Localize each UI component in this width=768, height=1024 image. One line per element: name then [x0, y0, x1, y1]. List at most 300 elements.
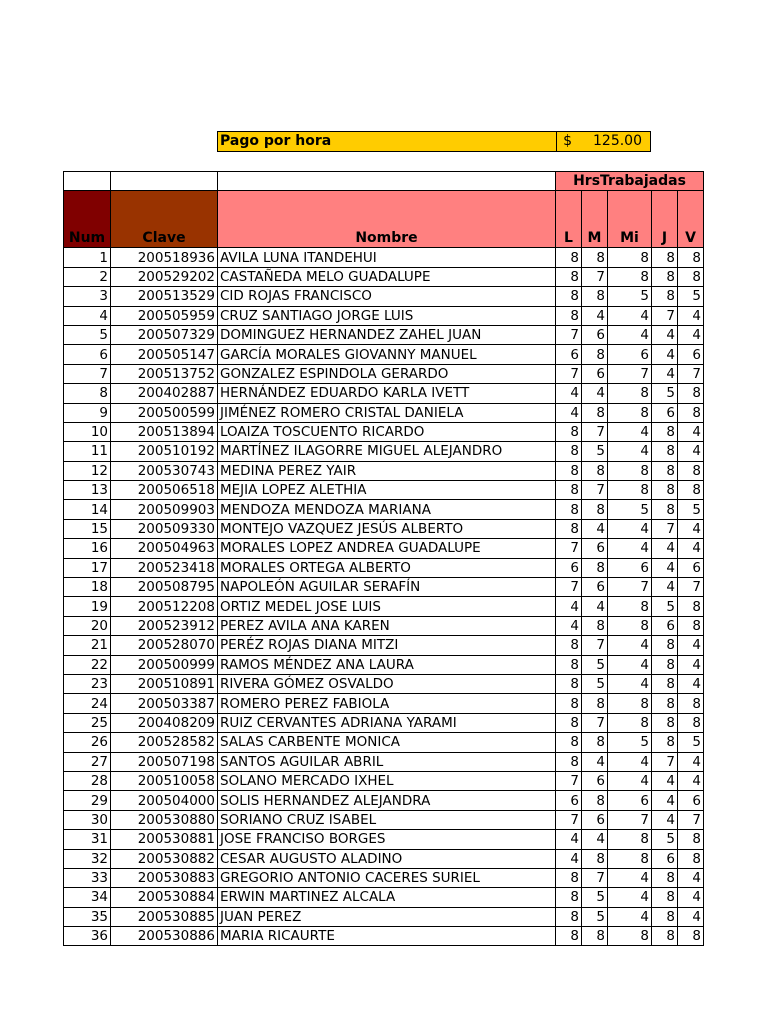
num-cell[interactable]: 36 — [64, 927, 111, 946]
hours-cell[interactable]: 8 — [652, 927, 678, 946]
nombre-cell[interactable]: GREGORIO ANTONIO CACERES SURIEL — [218, 868, 556, 887]
hours-cell[interactable]: 4 — [678, 752, 704, 771]
day-column-header-mi[interactable]: Mi — [608, 191, 652, 248]
nombre-cell[interactable]: RAMOS MÉNDEZ ANA LAURA — [218, 655, 556, 674]
hours-cell[interactable]: 8 — [582, 849, 608, 868]
hours-cell[interactable]: 4 — [652, 345, 678, 364]
nombre-cell[interactable]: HERNÁNDEZ EDUARDO KARLA IVETT — [218, 384, 556, 403]
hours-cell[interactable]: 8 — [678, 267, 704, 286]
hours-cell[interactable]: 8 — [652, 248, 678, 267]
hours-cell[interactable]: 4 — [652, 791, 678, 810]
hours-cell[interactable]: 7 — [556, 810, 582, 829]
nombre-cell[interactable]: SOLIS HERNANDEZ ALEJANDRA — [218, 791, 556, 810]
clave-cell[interactable]: 200530880 — [111, 810, 218, 829]
clave-cell[interactable]: 200510192 — [111, 442, 218, 461]
num-cell[interactable]: 14 — [64, 500, 111, 519]
clave-cell[interactable]: 200507329 — [111, 325, 218, 344]
nombre-cell[interactable]: ORTIZ MEDEL JOSE LUIS — [218, 597, 556, 616]
hours-cell[interactable]: 5 — [582, 442, 608, 461]
hours-cell[interactable]: 8 — [556, 636, 582, 655]
clave-cell[interactable]: 200503387 — [111, 694, 218, 713]
clave-cell[interactable]: 200528582 — [111, 733, 218, 752]
hours-cell[interactable]: 8 — [652, 636, 678, 655]
hours-cell[interactable]: 8 — [582, 403, 608, 422]
num-cell[interactable]: 35 — [64, 907, 111, 926]
hours-cell[interactable]: 6 — [582, 578, 608, 597]
nombre-cell[interactable]: GONZALEZ ESPINDOLA GERARDO — [218, 364, 556, 383]
hours-cell[interactable]: 6 — [582, 364, 608, 383]
hours-cell[interactable]: 5 — [582, 907, 608, 926]
hours-cell[interactable]: 8 — [678, 713, 704, 732]
hours-cell[interactable]: 4 — [556, 616, 582, 635]
hours-cell[interactable]: 6 — [678, 345, 704, 364]
hours-cell[interactable]: 8 — [556, 907, 582, 926]
nombre-cell[interactable]: MORALES ORTEGA ALBERTO — [218, 558, 556, 577]
hours-cell[interactable]: 4 — [608, 907, 652, 926]
nombre-cell[interactable]: SOLANO MERCADO IXHEL — [218, 771, 556, 790]
hours-cell[interactable]: 5 — [652, 384, 678, 403]
hours-cell[interactable]: 4 — [608, 888, 652, 907]
day-column-header-m[interactable]: M — [582, 191, 608, 248]
hours-cell[interactable]: 4 — [652, 325, 678, 344]
num-cell[interactable]: 13 — [64, 481, 111, 500]
hours-cell[interactable]: 8 — [678, 384, 704, 403]
hours-cell[interactable]: 8 — [608, 267, 652, 286]
hours-cell[interactable]: 8 — [678, 481, 704, 500]
nombre-cell[interactable]: GARCÍA MORALES GIOVANNY MANUEL — [218, 345, 556, 364]
hours-cell[interactable]: 7 — [582, 422, 608, 441]
nombre-cell[interactable]: RUIZ CERVANTES ADRIANA YARAMI — [218, 713, 556, 732]
num-cell[interactable]: 9 — [64, 403, 111, 422]
hours-cell[interactable]: 8 — [582, 345, 608, 364]
hours-cell[interactable]: 4 — [678, 868, 704, 887]
hours-cell[interactable]: 7 — [556, 539, 582, 558]
pago-por-hora-label[interactable]: Pago por hora — [218, 132, 557, 151]
hours-cell[interactable]: 8 — [556, 694, 582, 713]
hours-cell[interactable]: 8 — [582, 927, 608, 946]
hours-cell[interactable]: 8 — [582, 461, 608, 480]
hours-cell[interactable]: 8 — [678, 597, 704, 616]
clave-cell[interactable]: 200509330 — [111, 519, 218, 538]
hours-cell[interactable]: 4 — [556, 384, 582, 403]
hours-cell[interactable]: 7 — [582, 267, 608, 286]
clave-cell[interactable]: 200523418 — [111, 558, 218, 577]
num-cell[interactable]: 15 — [64, 519, 111, 538]
hours-cell[interactable]: 4 — [678, 325, 704, 344]
hours-cell[interactable]: 4 — [652, 539, 678, 558]
nombre-cell[interactable]: NAPOLEÓN AGUILAR SERAFÍN — [218, 578, 556, 597]
hours-cell[interactable]: 8 — [582, 733, 608, 752]
hours-cell[interactable]: 5 — [582, 655, 608, 674]
hours-cell[interactable]: 4 — [556, 849, 582, 868]
hours-cell[interactable]: 8 — [582, 694, 608, 713]
nombre-cell[interactable]: DOMINGUEZ HERNANDEZ ZAHEL JUAN — [218, 325, 556, 344]
hours-cell[interactable]: 8 — [608, 616, 652, 635]
clave-cell[interactable]: 200530883 — [111, 868, 218, 887]
hours-cell[interactable]: 8 — [556, 461, 582, 480]
hours-cell[interactable]: 6 — [678, 791, 704, 810]
hours-cell[interactable]: 8 — [556, 481, 582, 500]
hours-cell[interactable]: 7 — [556, 578, 582, 597]
clave-cell[interactable]: 200504963 — [111, 539, 218, 558]
num-cell[interactable]: 19 — [64, 597, 111, 616]
hours-cell[interactable]: 4 — [678, 771, 704, 790]
hours-cell[interactable]: 4 — [556, 597, 582, 616]
hours-cell[interactable]: 7 — [556, 771, 582, 790]
hours-cell[interactable]: 8 — [652, 267, 678, 286]
hours-cell[interactable]: 8 — [608, 384, 652, 403]
clave-cell[interactable]: 200513529 — [111, 287, 218, 306]
num-cell[interactable]: 11 — [64, 442, 111, 461]
hours-cell[interactable]: 6 — [608, 791, 652, 810]
hours-cell[interactable]: 4 — [582, 597, 608, 616]
hours-cell[interactable]: 8 — [652, 888, 678, 907]
num-cell[interactable]: 7 — [64, 364, 111, 383]
hours-cell[interactable]: 6 — [652, 403, 678, 422]
hours-cell[interactable]: 4 — [608, 325, 652, 344]
hours-cell[interactable]: 4 — [652, 771, 678, 790]
hours-cell[interactable]: 4 — [678, 674, 704, 693]
hours-cell[interactable]: 8 — [652, 868, 678, 887]
hours-cell[interactable]: 5 — [608, 500, 652, 519]
hours-cell[interactable]: 4 — [608, 674, 652, 693]
pago-por-hora-amount[interactable]: 125.00 — [593, 133, 642, 149]
hours-cell[interactable]: 8 — [582, 287, 608, 306]
num-column-header[interactable]: Num — [64, 191, 111, 248]
hours-cell[interactable]: 7 — [556, 325, 582, 344]
num-cell[interactable]: 12 — [64, 461, 111, 480]
nombre-cell[interactable]: PERÉZ ROJAS DIANA MITZI — [218, 636, 556, 655]
clave-cell[interactable]: 200513752 — [111, 364, 218, 383]
hours-cell[interactable]: 6 — [582, 325, 608, 344]
hours-cell[interactable]: 8 — [582, 616, 608, 635]
hours-cell[interactable]: 7 — [678, 364, 704, 383]
hours-cell[interactable]: 4 — [608, 422, 652, 441]
hours-cell[interactable]: 6 — [652, 616, 678, 635]
num-cell[interactable]: 18 — [64, 578, 111, 597]
hours-cell[interactable]: 8 — [652, 694, 678, 713]
hours-cell[interactable]: 8 — [556, 442, 582, 461]
hours-cell[interactable]: 8 — [556, 267, 582, 286]
hours-cell[interactable]: 4 — [608, 519, 652, 538]
hours-cell[interactable]: 8 — [556, 888, 582, 907]
num-cell[interactable]: 31 — [64, 830, 111, 849]
hours-cell[interactable]: 8 — [652, 422, 678, 441]
num-cell[interactable]: 4 — [64, 306, 111, 325]
hours-cell[interactable]: 8 — [652, 442, 678, 461]
hours-cell[interactable]: 4 — [608, 306, 652, 325]
hours-cell[interactable]: 8 — [652, 287, 678, 306]
day-column-header-v[interactable]: V — [678, 191, 704, 248]
hours-cell[interactable]: 8 — [582, 500, 608, 519]
hours-cell[interactable]: 8 — [582, 791, 608, 810]
hours-cell[interactable]: 8 — [608, 927, 652, 946]
hours-cell[interactable]: 7 — [652, 519, 678, 538]
hours-cell[interactable]: 7 — [652, 752, 678, 771]
hours-cell[interactable]: 5 — [582, 674, 608, 693]
hours-cell[interactable]: 8 — [556, 868, 582, 887]
hours-cell[interactable]: 4 — [678, 519, 704, 538]
clave-cell[interactable]: 200512208 — [111, 597, 218, 616]
nombre-cell[interactable]: AVILA LUNA ITANDEHUI — [218, 248, 556, 267]
num-cell[interactable]: 33 — [64, 868, 111, 887]
hours-cell[interactable]: 8 — [556, 287, 582, 306]
clave-cell[interactable]: 200530884 — [111, 888, 218, 907]
hours-cell[interactable]: 8 — [652, 713, 678, 732]
hours-cell[interactable]: 6 — [582, 771, 608, 790]
hours-cell[interactable]: 4 — [608, 655, 652, 674]
nombre-cell[interactable]: MARIA RICAURTE — [218, 927, 556, 946]
clave-cell[interactable]: 200513894 — [111, 422, 218, 441]
num-cell[interactable]: 21 — [64, 636, 111, 655]
hours-cell[interactable]: 7 — [582, 868, 608, 887]
num-cell[interactable]: 24 — [64, 694, 111, 713]
nombre-cell[interactable]: SANTOS AGUILAR ABRIL — [218, 752, 556, 771]
hours-cell[interactable]: 4 — [608, 868, 652, 887]
clave-cell[interactable]: 200528070 — [111, 636, 218, 655]
nombre-column-header[interactable]: Nombre — [218, 191, 556, 248]
num-cell[interactable]: 3 — [64, 287, 111, 306]
hours-cell[interactable]: 8 — [608, 481, 652, 500]
clave-cell[interactable]: 200530885 — [111, 907, 218, 926]
clave-cell[interactable]: 200508795 — [111, 578, 218, 597]
hours-cell[interactable]: 4 — [582, 830, 608, 849]
hours-cell[interactable]: 8 — [556, 655, 582, 674]
hours-cell[interactable]: 4 — [582, 752, 608, 771]
hours-cell[interactable]: 8 — [556, 422, 582, 441]
hours-cell[interactable]: 8 — [556, 752, 582, 771]
num-cell[interactable]: 6 — [64, 345, 111, 364]
hours-cell[interactable]: 4 — [652, 578, 678, 597]
hours-cell[interactable]: 5 — [678, 500, 704, 519]
clave-cell[interactable]: 200505959 — [111, 306, 218, 325]
hours-cell[interactable]: 7 — [582, 713, 608, 732]
hours-cell[interactable]: 8 — [608, 403, 652, 422]
hours-cell[interactable]: 8 — [652, 674, 678, 693]
hours-cell[interactable]: 8 — [678, 616, 704, 635]
day-column-header-j[interactable]: J — [652, 191, 678, 248]
hours-cell[interactable]: 8 — [556, 248, 582, 267]
hours-cell[interactable]: 8 — [652, 481, 678, 500]
hours-cell[interactable]: 8 — [678, 927, 704, 946]
nombre-cell[interactable]: RIVERA GÓMEZ OSVALDO — [218, 674, 556, 693]
num-cell[interactable]: 20 — [64, 616, 111, 635]
num-cell[interactable]: 5 — [64, 325, 111, 344]
num-cell[interactable]: 32 — [64, 849, 111, 868]
nombre-cell[interactable]: MORALES LOPEZ ANDREA GUADALUPE — [218, 539, 556, 558]
clave-cell[interactable]: 200408209 — [111, 713, 218, 732]
clave-cell[interactable]: 200402887 — [111, 384, 218, 403]
empty-header-cell[interactable] — [64, 172, 111, 191]
nombre-cell[interactable]: MEJIA LOPEZ ALETHIA — [218, 481, 556, 500]
clave-cell[interactable]: 200500599 — [111, 403, 218, 422]
hours-cell[interactable]: 7 — [652, 306, 678, 325]
hours-cell[interactable]: 8 — [608, 694, 652, 713]
hours-cell[interactable]: 4 — [582, 519, 608, 538]
day-column-header-l[interactable]: L — [556, 191, 582, 248]
hours-cell[interactable]: 8 — [556, 306, 582, 325]
hours-cell[interactable]: 8 — [556, 927, 582, 946]
nombre-cell[interactable]: CASTAÑEDA MELO GUADALUPE — [218, 267, 556, 286]
hours-cell[interactable]: 7 — [608, 578, 652, 597]
hours-cell[interactable]: 4 — [652, 810, 678, 829]
hours-cell[interactable]: 4 — [678, 907, 704, 926]
hours-cell[interactable]: 4 — [608, 636, 652, 655]
num-cell[interactable]: 26 — [64, 733, 111, 752]
num-cell[interactable]: 27 — [64, 752, 111, 771]
hours-cell[interactable]: 4 — [652, 558, 678, 577]
num-cell[interactable]: 29 — [64, 791, 111, 810]
hours-cell[interactable]: 8 — [678, 403, 704, 422]
hours-cell[interactable]: 8 — [678, 461, 704, 480]
clave-cell[interactable]: 200509903 — [111, 500, 218, 519]
num-cell[interactable]: 10 — [64, 422, 111, 441]
hours-cell[interactable]: 4 — [608, 539, 652, 558]
hours-cell[interactable]: 4 — [678, 636, 704, 655]
hours-cell[interactable]: 4 — [678, 888, 704, 907]
hours-cell[interactable]: 6 — [582, 539, 608, 558]
hours-cell[interactable]: 8 — [582, 248, 608, 267]
hours-cell[interactable]: 4 — [678, 655, 704, 674]
hours-cell[interactable]: 8 — [556, 713, 582, 732]
hours-cell[interactable]: 6 — [556, 791, 582, 810]
hours-cell[interactable]: 5 — [608, 733, 652, 752]
nombre-cell[interactable]: JOSE FRANCISO BORGES — [218, 830, 556, 849]
hours-cell[interactable]: 7 — [582, 481, 608, 500]
num-cell[interactable]: 34 — [64, 888, 111, 907]
hours-cell[interactable]: 5 — [678, 733, 704, 752]
num-cell[interactable]: 17 — [64, 558, 111, 577]
hours-cell[interactable]: 7 — [678, 810, 704, 829]
hours-cell[interactable]: 8 — [556, 500, 582, 519]
hours-cell[interactable]: 4 — [582, 306, 608, 325]
hours-cell[interactable]: 6 — [556, 558, 582, 577]
hours-cell[interactable]: 8 — [608, 461, 652, 480]
hours-cell[interactable]: 8 — [608, 597, 652, 616]
clave-cell[interactable]: 200510058 — [111, 771, 218, 790]
hours-cell[interactable]: 5 — [678, 287, 704, 306]
hours-cell[interactable]: 8 — [556, 733, 582, 752]
nombre-cell[interactable]: CID ROJAS FRANCISCO — [218, 287, 556, 306]
hours-cell[interactable]: 4 — [678, 306, 704, 325]
num-cell[interactable]: 28 — [64, 771, 111, 790]
clave-cell[interactable]: 200530886 — [111, 927, 218, 946]
nombre-cell[interactable]: PEREZ AVILA ANA KAREN — [218, 616, 556, 635]
hours-cell[interactable]: 4 — [608, 771, 652, 790]
nombre-cell[interactable]: LOAIZA TOSCUENTO RICARDO — [218, 422, 556, 441]
nombre-cell[interactable]: SALAS CARBENTE MONICA — [218, 733, 556, 752]
hours-cell[interactable]: 7 — [678, 578, 704, 597]
hours-cell[interactable]: 8 — [652, 461, 678, 480]
hours-cell[interactable]: 6 — [678, 558, 704, 577]
num-cell[interactable]: 2 — [64, 267, 111, 286]
hours-cell[interactable]: 5 — [608, 287, 652, 306]
hours-cell[interactable]: 6 — [652, 849, 678, 868]
hours-cell[interactable]: 8 — [652, 733, 678, 752]
hours-cell[interactable]: 8 — [608, 849, 652, 868]
num-cell[interactable]: 23 — [64, 674, 111, 693]
hours-cell[interactable]: 8 — [652, 500, 678, 519]
clave-cell[interactable]: 200507198 — [111, 752, 218, 771]
num-cell[interactable]: 1 — [64, 248, 111, 267]
hours-cell[interactable]: 5 — [652, 597, 678, 616]
num-cell[interactable]: 22 — [64, 655, 111, 674]
hours-cell[interactable]: 8 — [678, 830, 704, 849]
hours-cell[interactable]: 4 — [678, 539, 704, 558]
clave-column-header[interactable]: Clave — [111, 191, 218, 248]
hours-cell[interactable]: 8 — [678, 248, 704, 267]
clave-cell[interactable]: 200523912 — [111, 616, 218, 635]
clave-cell[interactable]: 200504000 — [111, 791, 218, 810]
hours-cell[interactable]: 8 — [678, 849, 704, 868]
hours-cell[interactable]: 7 — [556, 364, 582, 383]
nombre-cell[interactable]: ERWIN MARTINEZ ALCALA — [218, 888, 556, 907]
nombre-cell[interactable]: MONTEJO VAZQUEZ JESÚS ALBERTO — [218, 519, 556, 538]
hours-cell[interactable]: 4 — [556, 830, 582, 849]
hours-cell[interactable]: 8 — [556, 519, 582, 538]
hours-cell[interactable]: 8 — [608, 713, 652, 732]
nombre-cell[interactable]: SORIANO CRUZ ISABEL — [218, 810, 556, 829]
num-cell[interactable]: 25 — [64, 713, 111, 732]
nombre-cell[interactable]: ROMERO PEREZ FABIOLA — [218, 694, 556, 713]
nombre-cell[interactable]: CRUZ SANTIAGO JORGE LUIS — [218, 306, 556, 325]
hours-cell[interactable]: 5 — [582, 888, 608, 907]
hours-cell[interactable]: 7 — [608, 810, 652, 829]
hours-cell[interactable]: 4 — [582, 384, 608, 403]
hours-cell[interactable]: 6 — [582, 810, 608, 829]
num-cell[interactable]: 30 — [64, 810, 111, 829]
hours-cell[interactable]: 8 — [556, 674, 582, 693]
hours-cell[interactable]: 4 — [608, 442, 652, 461]
empty-header-cell[interactable] — [111, 172, 218, 191]
num-cell[interactable]: 8 — [64, 384, 111, 403]
hours-cell[interactable]: 5 — [652, 830, 678, 849]
clave-cell[interactable]: 200505147 — [111, 345, 218, 364]
hours-cell[interactable]: 8 — [608, 248, 652, 267]
hours-cell[interactable]: 6 — [608, 558, 652, 577]
hours-cell[interactable]: 8 — [608, 830, 652, 849]
hours-cell[interactable]: 8 — [652, 655, 678, 674]
hours-cell[interactable]: 7 — [608, 364, 652, 383]
clave-cell[interactable]: 200510891 — [111, 674, 218, 693]
clave-cell[interactable]: 200506518 — [111, 481, 218, 500]
clave-cell[interactable]: 200530882 — [111, 849, 218, 868]
hours-cell[interactable]: 8 — [582, 558, 608, 577]
clave-cell[interactable]: 200529202 — [111, 267, 218, 286]
hours-cell[interactable]: 4 — [652, 364, 678, 383]
clave-cell[interactable]: 200500999 — [111, 655, 218, 674]
hours-cell[interactable]: 6 — [556, 345, 582, 364]
hours-cell[interactable]: 8 — [678, 694, 704, 713]
nombre-cell[interactable]: MENDOZA MENDOZA MARIANA — [218, 500, 556, 519]
hours-cell[interactable]: 4 — [678, 442, 704, 461]
num-cell[interactable]: 16 — [64, 539, 111, 558]
hours-cell[interactable]: 4 — [556, 403, 582, 422]
nombre-cell[interactable]: JIMÉNEZ ROMERO CRISTAL DANIELA — [218, 403, 556, 422]
nombre-cell[interactable]: MARTÍNEZ ILAGORRE MIGUEL ALEJANDRO — [218, 442, 556, 461]
hours-cell[interactable]: 4 — [678, 422, 704, 441]
empty-header-cell[interactable] — [218, 172, 556, 191]
hours-cell[interactable]: 4 — [608, 752, 652, 771]
nombre-cell[interactable]: CESAR AUGUSTO ALADINO — [218, 849, 556, 868]
hours-cell[interactable]: 8 — [652, 907, 678, 926]
nombre-cell[interactable]: JUAN PEREZ — [218, 907, 556, 926]
hours-cell[interactable]: 7 — [582, 636, 608, 655]
clave-cell[interactable]: 200530743 — [111, 461, 218, 480]
clave-cell[interactable]: 200530881 — [111, 830, 218, 849]
hrs-trabajadas-header[interactable]: HrsTrabajadas — [556, 172, 704, 191]
nombre-cell[interactable]: MEDINA PEREZ YAIR — [218, 461, 556, 480]
